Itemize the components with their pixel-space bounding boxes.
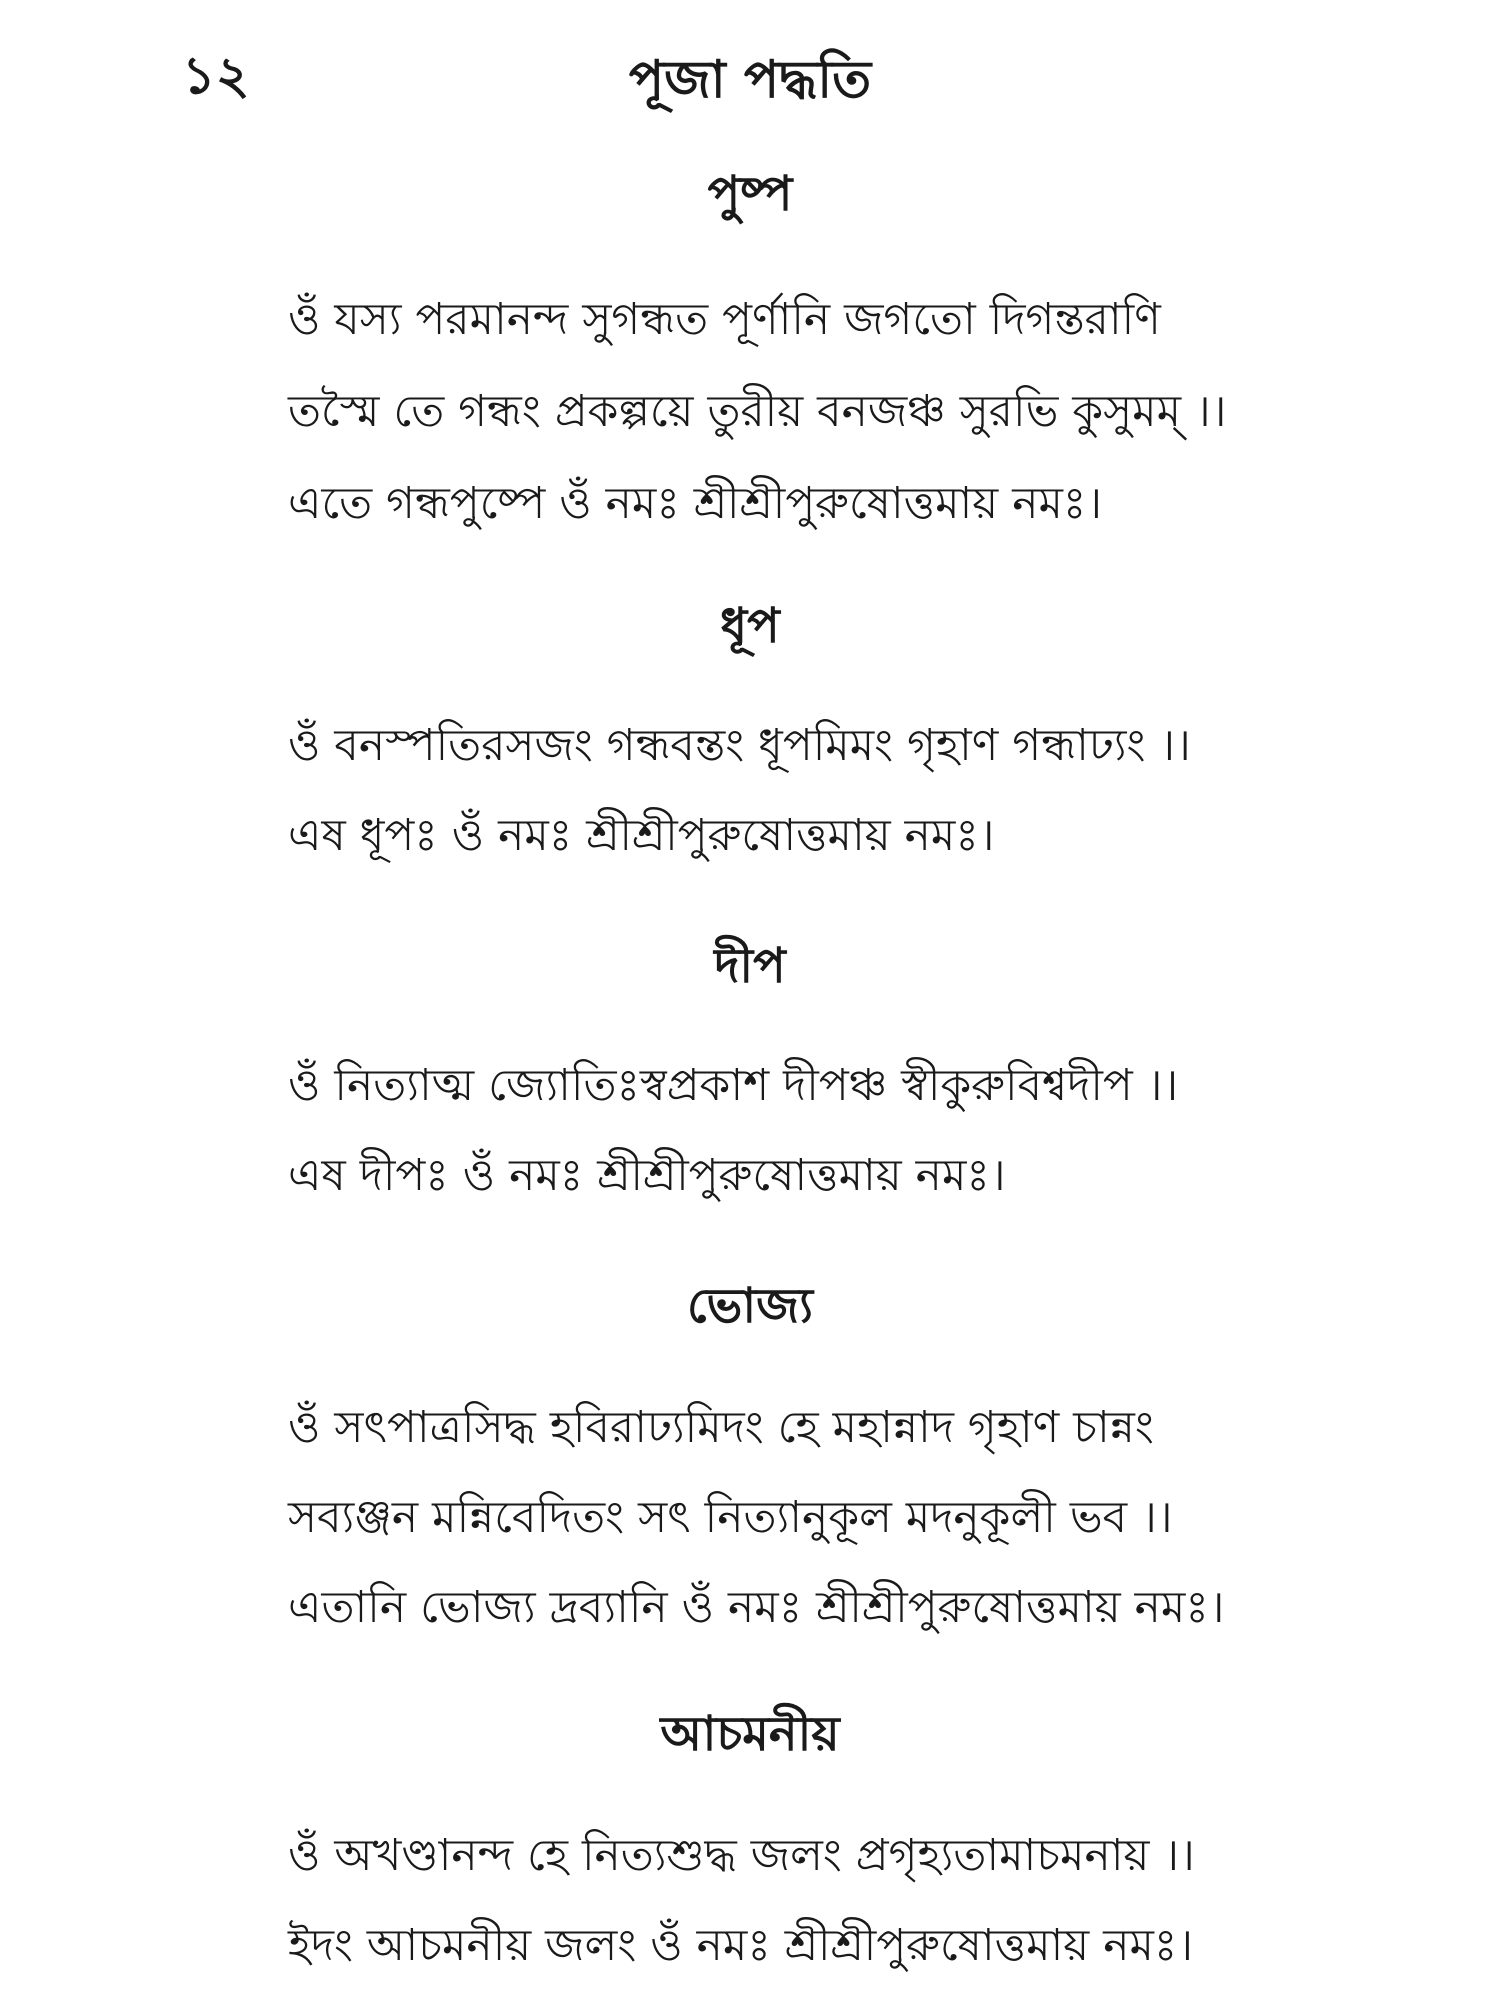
verse-line: এষ ধূপঃ ওঁ নমঃ শ্রীশ্রীপুরুষোত্তমায় নমঃ। <box>288 810 995 861</box>
verse-line: এতে গন্ধপুষ্পে ওঁ নমঃ শ্রীশ্রীপুরুষোত্তমায় নমঃ। <box>288 478 1103 529</box>
page-number: ১২ <box>182 46 250 106</box>
verse-line: এষ দীপঃ ওঁ নমঃ শ্রীশ্রীপুরুষোত্তমায় নমঃ। <box>288 1150 1006 1201</box>
verse-line: ইদং আচমনীয় জলং ওঁ নমঃ শ্রীশ্রীপুরুষোত্তমায় নমঃ। <box>288 1920 1194 1971</box>
section-heading-pushpa: পুষ্প <box>707 166 793 222</box>
section-heading-achamaniya: আচমনীয় <box>660 1706 840 1762</box>
verse-line: ওঁ নিত্যাত্ম জ্যোতিঃস্বপ্রকাশ দীপঞ্চ স্বীকুরুবিশ্বদীপ ।। <box>288 1060 1179 1111</box>
verse-line: তস্মৈ তে গন্ধং প্রকল্পয়ে তুরীয় বনজঞ্চ সুরভি কুসুমম্ ।। <box>288 386 1227 437</box>
verse-line: ওঁ বনস্পতিরসজং গন্ধবন্তং ধূপমিমং গৃহাণ গন্ধাঢ্যং ।। <box>288 720 1191 771</box>
section-heading-dhupa: ধূপ <box>720 598 780 654</box>
verse-line: ওঁ অখণ্ডানন্দ হে নিত্যশুদ্ধ জলং প্রগৃহ্যতামাচমনায় ।। <box>288 1830 1195 1881</box>
page-title: পূজা পদ্ধতি <box>628 50 872 110</box>
verse-line: ওঁ যস্য পরমানন্দ সুগন্ধত পূর্ণানি জগতো দিগন্তরাণি <box>288 294 1161 345</box>
section-heading-bhojya: ভোজ্য <box>686 1278 814 1334</box>
verse-line: এতানি ভোজ্য দ্রব্যানি ওঁ নমঃ শ্রীশ্রীপুরুষোত্তমায় নমঃ। <box>288 1582 1225 1633</box>
verse-line: ওঁ সৎপাত্রসিদ্ধ হবিরাঢ্যমিদং হে মহান্নাদ গৃহাণ চান্নং <box>288 1402 1154 1453</box>
section-heading-dipa: দীপ <box>714 938 786 994</box>
verse-line: সব্যঞ্জন মন্নিবেদিতং সৎ নিত্যানুকূল মদনুকূলী ভব ।। <box>288 1492 1173 1543</box>
